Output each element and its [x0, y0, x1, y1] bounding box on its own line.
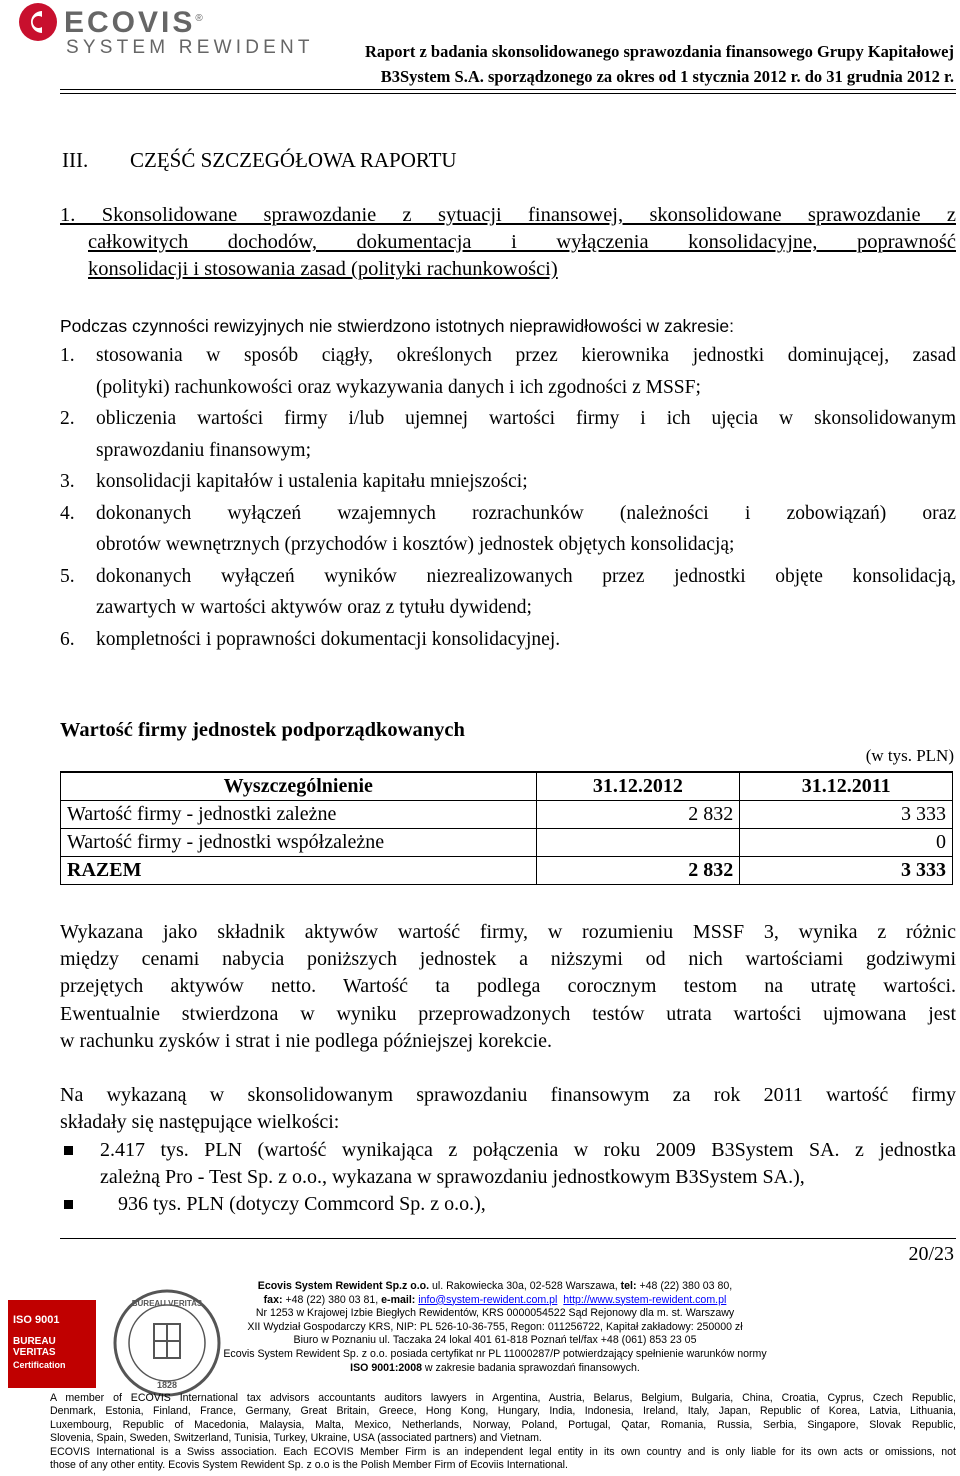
- header-divider: [60, 93, 956, 94]
- table-row: [61, 829, 953, 857]
- section-title: III. CZĘŚĆ SZCZEGÓŁOWA RAPORTU: [62, 148, 457, 172]
- table-cell: RAZEM: [61, 857, 537, 885]
- table-cell: 3 333: [740, 801, 953, 829]
- goodwill-table: [60, 771, 953, 885]
- website-link[interactable]: http://www.system-rewident.com.pl: [563, 1293, 727, 1306]
- svg-text:BUREAU VERITAS: BUREAU VERITAS: [131, 1299, 203, 1308]
- goodwill-items-list: [60, 1137, 956, 1219]
- list-item: 2.417 tys. PLN (wartość wynikająca z połączenia w roku 2009 B3System SA. z jednostka zależną Pro - Test Sp. z o.o., wykazana w sprawozdaniu jednostkowym B3System SA.),: [60, 1137, 956, 1191]
- table-cell: Wartość firmy - jednostki współzależne: [61, 829, 537, 857]
- goodwill-composition-intro: Na wykazaną w skonsolidowanym sprawozdaniu finansowym za rok 2011 wartość firmy składały się następujące wielkości:: [60, 1084, 956, 1134]
- table-header-cell: 31.12.2011: [740, 772, 953, 801]
- subheading-line: 1. Skonsolidowane sprawozdanie z sytuacji finansowej, skonsolidowane sprawozdanie z: [60, 204, 956, 226]
- table-cell: 2 832: [536, 801, 740, 829]
- bullet-square-icon: [64, 1146, 73, 1155]
- logo-wordmark: ECOVIS®: [64, 6, 206, 39]
- header-title-line-2: B3System S.A. sporządzonego za okres od 1 stycznia 2012 r. do 31 grudnia 2012 r.: [380, 67, 954, 86]
- table-cell: 2 832: [536, 857, 740, 885]
- table-cell: Wartość firmy - jednostki zależne: [61, 801, 537, 829]
- list-item: 5. dokonanych wyłączeń wyników niezrealizowanych przez jednostki objęte konsolidacją, zawartych w wartości aktywów oraz z tytułu dywidend;: [60, 565, 956, 618]
- ecovis-members-note: A member of ECOVIS International tax advisors accountants auditors lawyers in Argentina, Austria, Belarus, Belgium, Bulgaria, China, Croatia, Cyprus, Czech Republic, Denmark, Estonia, Finland, France, Germany, Great Britain, Greece, Hong Kong, Hungary, India, Indonesia, Ireland, Italy, Japan, Republic of Korea, Latvia, Lithuania, Luxembourg, Republic of Macedonia, Malaysia, Malta, Mexico, Netherlands, Norway, Poland, Portugal, Qatar, Romania, Russia, Serbia, Singapore, Slovak Republic, Slovenia, Spain, Sweden, Switzerland, Tunisia, Turkey, Ukraine, USA (associated partners) and Vietnam. ECOVIS International is a Swiss association. Each ECOVIS Member Firm is an independent legal entity in its own country and is only liable for its own acts or omissions, not those of any other entity. Ecovis System Rewident Sp. z o.o is the Polish Member Firm of Ecoviis International.: [50, 1392, 956, 1472]
- subheading-line: konsolidacji i stosowania zasad (polityki rachunkowości): [88, 258, 558, 280]
- bullet-square-icon: [64, 1200, 73, 1209]
- table-row: [61, 801, 953, 829]
- table-header-row: [61, 772, 953, 801]
- iso-certification-badge: ISO 9001 BUREAU VERITAS Certification: [8, 1300, 96, 1388]
- list-item: 3. konsolidacji kapitałów i ustalenia kapitału mniejszości;: [60, 471, 528, 492]
- table-cell: [536, 829, 740, 857]
- list-item: 4. dokonanych wyłączeń wzajemnych rozrachunków (należności i zobowiązań) oraz obrotów wewnętrznych (przychodów i kosztów) jednostek objętych konsolidacją;: [60, 502, 956, 555]
- list-item: 2. obliczenia wartości firmy i/lub ujemnej wartości firmy i ich ujęcia w skonsolidowanym sprawozdaniu finansowym;: [60, 408, 956, 461]
- list-item: 936 tys. PLN (dotyczy Commcord Sp. z o.o.),: [60, 1191, 956, 1218]
- table-total-row: [61, 857, 953, 885]
- table-header-cell: Wyszczególnienie: [61, 772, 537, 801]
- email-link[interactable]: info@system-rewident.com.pl: [418, 1293, 558, 1306]
- table-header-cell: 31.12.2012: [536, 772, 740, 801]
- header-divider: [60, 89, 956, 90]
- svg-text:1828: 1828: [156, 1380, 178, 1390]
- logo-subtitle: SYSTEM REWIDENT: [66, 37, 314, 58]
- header-title-line-1: Raport z badania skonsolidowanego sprawozdania finansowego Grupy Kapitałowej: [364, 42, 954, 61]
- ecovis-logo-icon: [18, 2, 58, 42]
- subheading: [60, 202, 956, 283]
- footer-divider: [60, 1238, 956, 1239]
- page-number: 20/23: [908, 1243, 954, 1265]
- findings-list: [60, 340, 956, 655]
- footer-contact: Ecovis System Rewident Sp.z o.o. ul. Rakowiecka 30a, 02-528 Warszawa, tel: +48 (22) 380 03 80, fax: +48 (22) 380 03 81, e-mail: info@system-rewident.com.pl http://www.system-rewident.com.pl Nr 1253 w Krajowej Izbie Biegłych Rewidentów, KRS 0000054522 Sąd Rejonowy dla m. st. Warszawy XII Wydział Gospodarczy KRS, NIP: PL 526-10-36-755, Regon: 011256722, Kapitał zakładowy: 250000 zł Biuro w Poznaniu ul. Taczaka 24 lokal 401 61-818 Poznań tel/fax +48 (061) 853 23 05 Ecovis System Rewident Sp. z o.o. posiada certyfikat nr PL 11000287/P potwierdzający spełnienie warunków normy ISO 9001:2008 w zakresie badania sprawozdań finansowych.: [223, 1280, 767, 1374]
- intro-text: Podczas czynności rewizyjnych nie stwierdzono istotnych nieprawidłowości w zakresie:: [60, 316, 735, 336]
- table-cell: 3 333: [740, 857, 953, 885]
- list-item: 1. stosowania w sposób ciągły, określonych przez kierownika jednostki dominującej, zasad (polityki) rachunkowości oraz wykazywania danych i ich zgodności z MSSF;: [60, 345, 956, 398]
- subheading-line: całkowitych dochodów, dokumentacja i wyłączenia konsolidacyjne, poprawność: [88, 231, 956, 253]
- list-item: 6. kompletności i poprawności dokumentacji konsolidacyjnej.: [60, 628, 561, 650]
- goodwill-explanation: Wykazana jako składnik aktywów wartość firmy, w rozumieniu MSSF 3, wynika z różnic między cenami nabycia poniższych jednostek a niższymi od nich wartościami godziwymi przejętych aktywów netto. Wartość ta podlega corocznym testom na utratę wartości. Ewentualnie stwierdzona w wyniku przeprowadzonych testów utrata wartości ujmowana jest w rachunku zysków i strat i nie podlega późniejszej korekcie.: [60, 921, 956, 1052]
- table-cell: 0: [740, 829, 953, 857]
- table-unit: (w tys. PLN): [865, 746, 954, 765]
- table-title: Wartość firmy jednostek podporządkowanych: [60, 719, 465, 741]
